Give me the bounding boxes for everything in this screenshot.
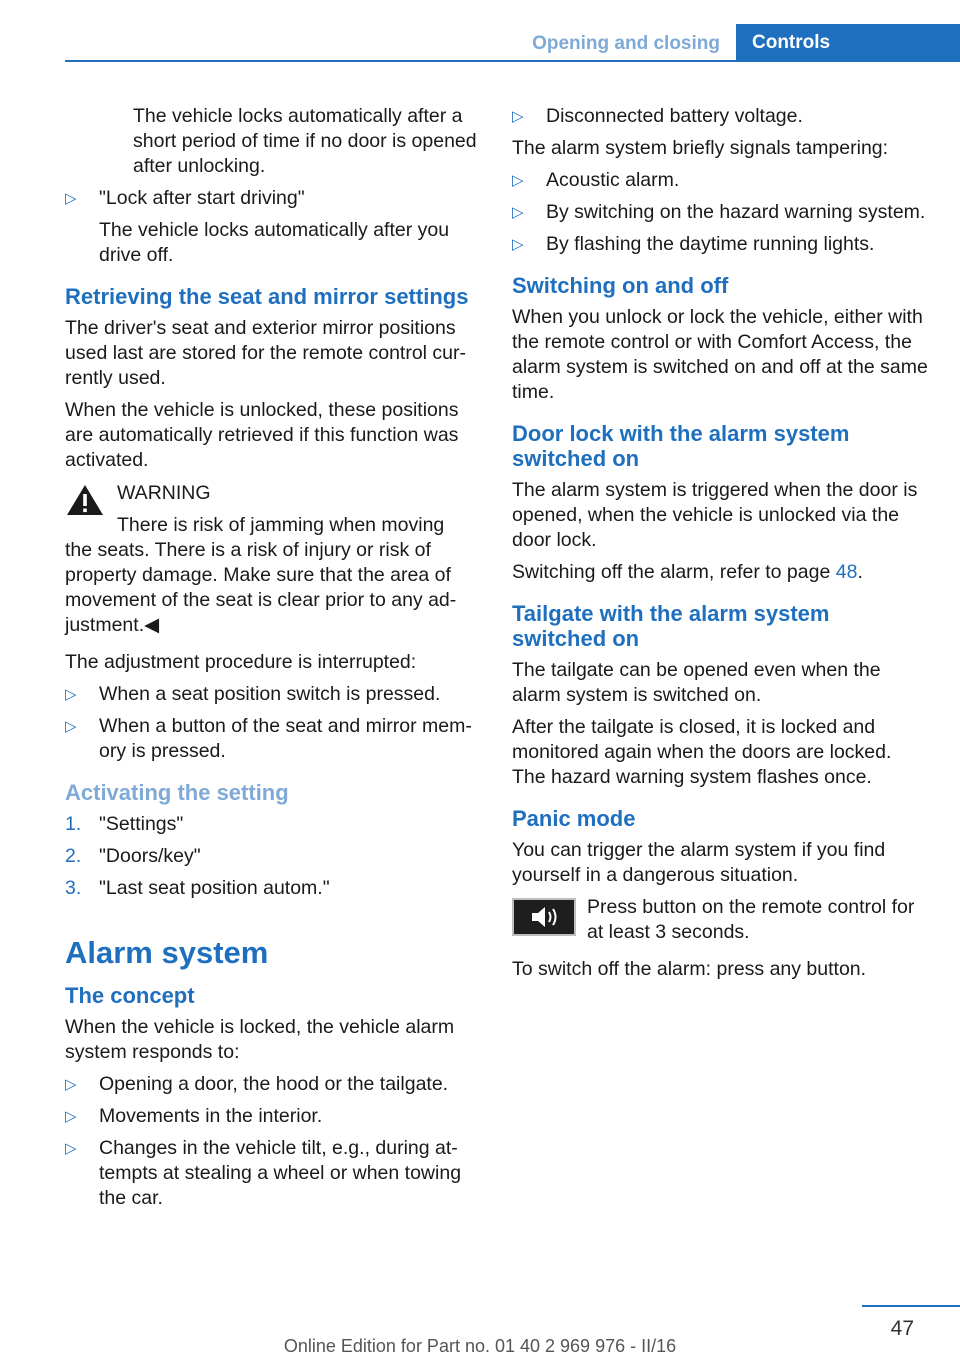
paragraph: The alarm system briefly signals tampering:	[512, 137, 889, 159]
triangle-bullet-icon: ▷	[65, 190, 77, 207]
triangle-bullet-icon: ▷	[65, 1140, 77, 1157]
panic-button-text: Press button on the remote control for at least 3 seconds.	[587, 896, 915, 943]
list-item	[65, 682, 481, 707]
paragraph: The tailgate can be opened even when the alarm system is switched on.	[512, 659, 881, 706]
list-item-text: When a button of the seat and mirror memory is pressed.	[99, 715, 472, 762]
paragraph: When you unlock or lock the vehicle, either with the remote control or with Comfort Access, the alarm system is switched on and off at the same time.	[512, 306, 928, 403]
heading-panic-mode: Panic mode	[512, 806, 636, 831]
list-item	[65, 1072, 481, 1097]
paragraph: The alarm system is triggered when the door is opened, when the vehicle is unlocked via the door lock.	[512, 479, 918, 551]
panic-button-instruction	[512, 895, 928, 947]
heading-alarm-system: Alarm system	[65, 935, 269, 970]
step-text: "Doors/key"	[99, 845, 201, 867]
step-item	[65, 812, 481, 837]
triangle-bullet-icon: ▷	[512, 236, 524, 253]
paragraph: When the vehicle is locked, the vehicle alarm system responds to:	[65, 1016, 455, 1063]
list-item	[65, 186, 481, 211]
page-number: 47	[890, 1317, 914, 1340]
page-header	[0, 24, 960, 62]
warning-text-first-line: There is risk of jamming when moving	[117, 514, 445, 536]
triangle-bullet-icon: ▷	[512, 172, 524, 189]
triangle-bullet-icon: ▷	[65, 1076, 77, 1093]
warning-title: WARNING	[117, 482, 211, 504]
paragraph-page-reference	[512, 560, 928, 585]
left-column	[65, 104, 481, 1218]
alarm-response-list-continued	[512, 104, 928, 129]
lock-option-list	[65, 186, 481, 211]
list-item	[65, 1104, 481, 1129]
step-number: 2.	[65, 845, 82, 867]
right-column	[512, 104, 928, 989]
tamper-signal-list	[512, 168, 928, 257]
list-item-text: Acoustic alarm.	[546, 169, 680, 191]
list-item-label: "Lock after start driving"	[99, 187, 305, 209]
continued-text: The vehicle locks automatically after a short period of time if no door is opened after unlocking.	[133, 105, 477, 177]
heading-retrieving-settings: Retrieving the seat and mirror settings	[65, 284, 469, 309]
warning-block	[65, 481, 481, 638]
footer-rule	[862, 1305, 960, 1307]
step-item	[65, 876, 481, 901]
heading-activating-setting: Activating the setting	[65, 780, 289, 805]
reference-punctuation: .	[857, 561, 863, 583]
step-number: 1.	[65, 813, 82, 835]
list-item-text: By switching on the hazard warning system.	[546, 201, 926, 223]
list-item	[512, 232, 928, 257]
list-item-description: The vehicle locks automatically after you drive off.	[99, 219, 450, 266]
step-text: "Settings"	[99, 813, 184, 835]
paragraph: To switch off the alarm: press any button.	[512, 958, 867, 980]
page-reference-link[interactable]: 48	[835, 561, 858, 583]
paragraph: You can trigger the alarm system if you find yourself in a dangerous situation.	[512, 839, 886, 886]
triangle-bullet-icon: ▷	[65, 718, 77, 735]
reference-text: Switching off the alarm, refer to page	[512, 561, 836, 583]
step-item	[65, 844, 481, 869]
heading-tailgate-alarm: Tailgate with the alarm system switched on	[512, 601, 830, 651]
header-section-link[interactable]: Opening and closing	[532, 33, 720, 54]
list-item	[512, 200, 928, 225]
list-item-text: Changes in the vehicle tilt, e.g., during attempts at stealing a wheel or when towing the car.	[99, 1137, 462, 1209]
speaker-sound-icon	[512, 898, 576, 936]
step-number: 3.	[65, 877, 82, 899]
triangle-bullet-icon: ▷	[65, 686, 77, 703]
warning-text: the seats. There is a risk of injury or risk of property damage. Make sure that the area of movement of the seat is clear prior to any adjustment.◀	[65, 539, 457, 636]
paragraph: The adjustment procedure is interrupted:	[65, 651, 417, 673]
list-item-text: Disconnected battery voltage.	[546, 105, 803, 127]
paragraph: After the tailgate is closed, it is locked and monitored again when the doors are locked. The hazard warning system flashes once.	[512, 716, 892, 788]
triangle-bullet-icon: ▷	[512, 204, 524, 221]
list-item-text: By flashing the daytime running lights.	[546, 233, 875, 255]
warning-triangle-icon	[65, 483, 105, 517]
list-item-text: Opening a door, the hood or the tailgate.	[99, 1073, 449, 1095]
step-text: "Last seat position autom."	[99, 877, 330, 899]
list-item	[65, 714, 481, 764]
list-item	[65, 1136, 481, 1211]
interrupt-list	[65, 682, 481, 764]
heading-door-lock-alarm: Door lock with the alarm system switched on	[512, 421, 850, 471]
triangle-bullet-icon: ▷	[512, 108, 524, 125]
alarm-response-list	[65, 1072, 481, 1211]
paragraph: When the vehicle is unlocked, these positions are automatically retrieved if this function was activated.	[65, 399, 459, 471]
heading-switching-on-off: Switching on and off	[512, 273, 729, 298]
paragraph: The driver's seat and exterior mirror positions used last are stored for the remote control currently used.	[65, 317, 467, 389]
heading-the-concept: The concept	[65, 983, 195, 1008]
header-chapter-tab[interactable]: Controls	[736, 24, 960, 62]
triangle-bullet-icon: ▷	[65, 1108, 77, 1125]
list-item	[512, 104, 928, 129]
footer-edition: Online Edition for Part no. 01 40 2 969 976 - II/16	[283, 1336, 677, 1356]
list-item-text: Movements in the interior.	[99, 1105, 323, 1127]
list-item-text: When a seat position switch is pressed.	[99, 683, 441, 705]
list-item	[512, 168, 928, 193]
steps-list	[65, 812, 481, 901]
